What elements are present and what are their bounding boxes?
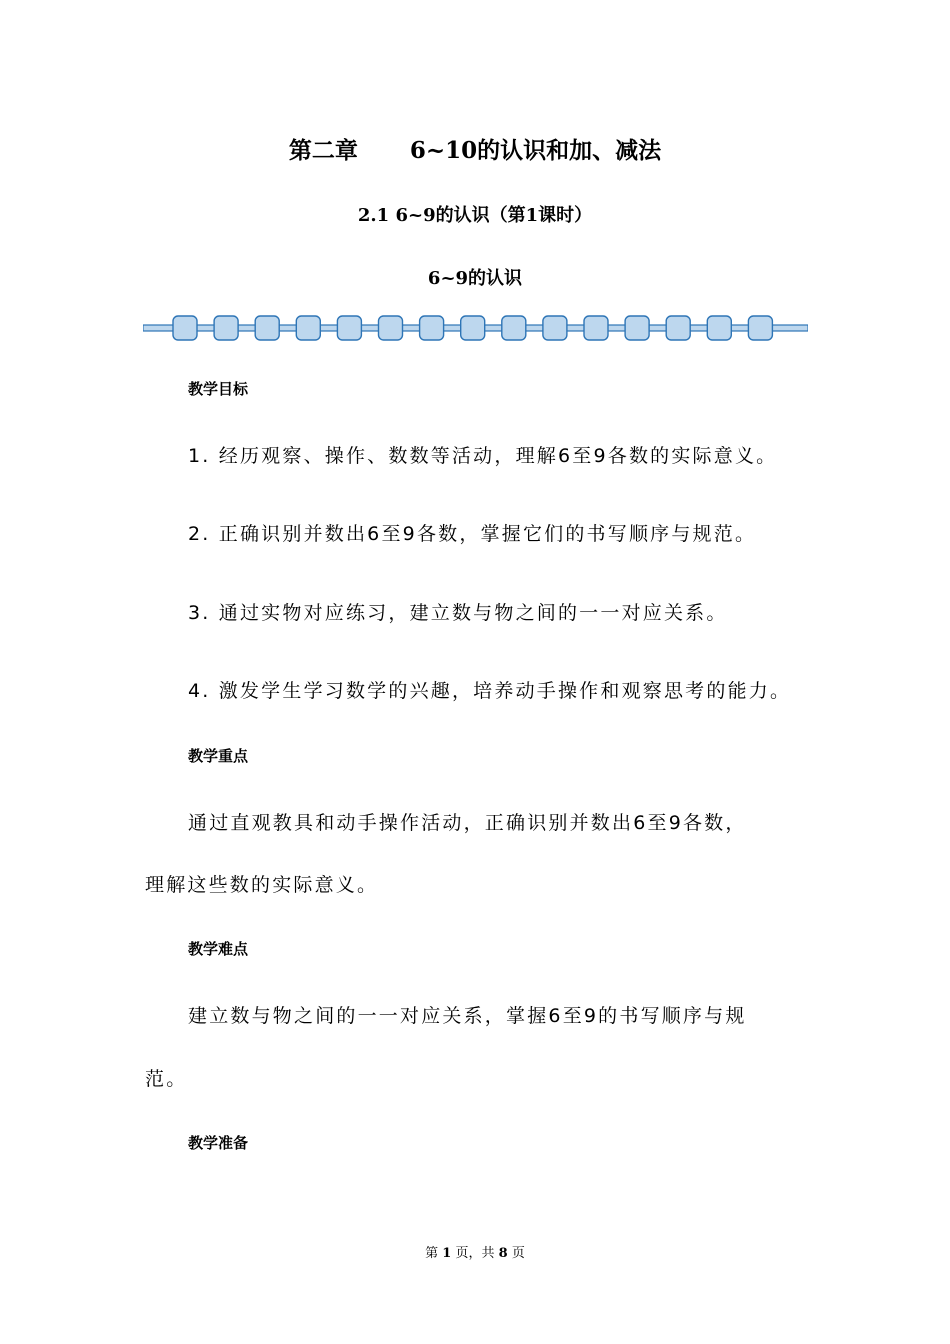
difficulties-text-line-1: 建立数与物之间的一一对应关系，掌握6至9的书写顺序与规 (188, 1005, 747, 1027)
divider-bead (461, 316, 485, 340)
objective-item-1: 1. 经历观察、操作、数数等活动，理解6至9各数的实际意义。 (188, 445, 778, 467)
key-points-text-line-2: 理解这些数的实际意义。 (145, 874, 379, 896)
difficulties-heading: 教学难点 (188, 940, 249, 958)
footer-total-pages: 8 (498, 1246, 508, 1261)
divider-bead (625, 316, 649, 340)
divider-bead (748, 316, 772, 340)
objective-item-3: 3. 通过实物对应练习，建立数与物之间的一一对应关系。 (188, 602, 728, 624)
key-points-text-line-1: 通过直观教具和动手操作活动，正确识别并数出6至9各数， (188, 812, 747, 834)
divider-bead (173, 316, 197, 340)
footer-middle: 页，共 (455, 1246, 495, 1261)
divider-bead (584, 316, 608, 340)
divider-bead (420, 316, 444, 340)
chapter-title (0, 135, 950, 167)
page-footer (0, 1244, 950, 1264)
section-title: 2.1 6~9的认识（第1课时） (357, 205, 593, 226)
objectives-heading: 教学目标 (188, 380, 249, 398)
objective-item-4: 4. 激发学生学习数学的兴趣，培养动手操作和观察思考的能力。 (188, 680, 792, 702)
divider-bead (379, 316, 403, 340)
objective-item-2: 2. 正确识别并数出6至9各数，掌握它们的书写顺序与规范。 (188, 523, 757, 545)
divider-bead (337, 316, 361, 340)
divider-bead (543, 316, 567, 340)
chapter-label: 第二章 (288, 137, 358, 164)
footer-suffix: 页 (511, 1246, 525, 1261)
difficulties-text-line-2: 范。 (145, 1068, 188, 1090)
key-points-heading: 教学重点 (188, 747, 249, 765)
lesson-title: 6~9的认识 (427, 268, 523, 289)
divider-bead (296, 316, 320, 340)
footer-prefix: 第 (425, 1246, 439, 1261)
footer-page-number: 1 (442, 1246, 452, 1261)
divider-bead (707, 316, 731, 340)
bead-divider (143, 314, 808, 342)
divider-bead (666, 316, 690, 340)
preparation-heading: 教学准备 (188, 1134, 249, 1152)
chapter-topic: 6~10的认识和加、减法 (409, 137, 662, 164)
divider-bead (255, 316, 279, 340)
divider-beads (173, 316, 772, 340)
divider-bead (502, 316, 526, 340)
divider-bead (214, 316, 238, 340)
